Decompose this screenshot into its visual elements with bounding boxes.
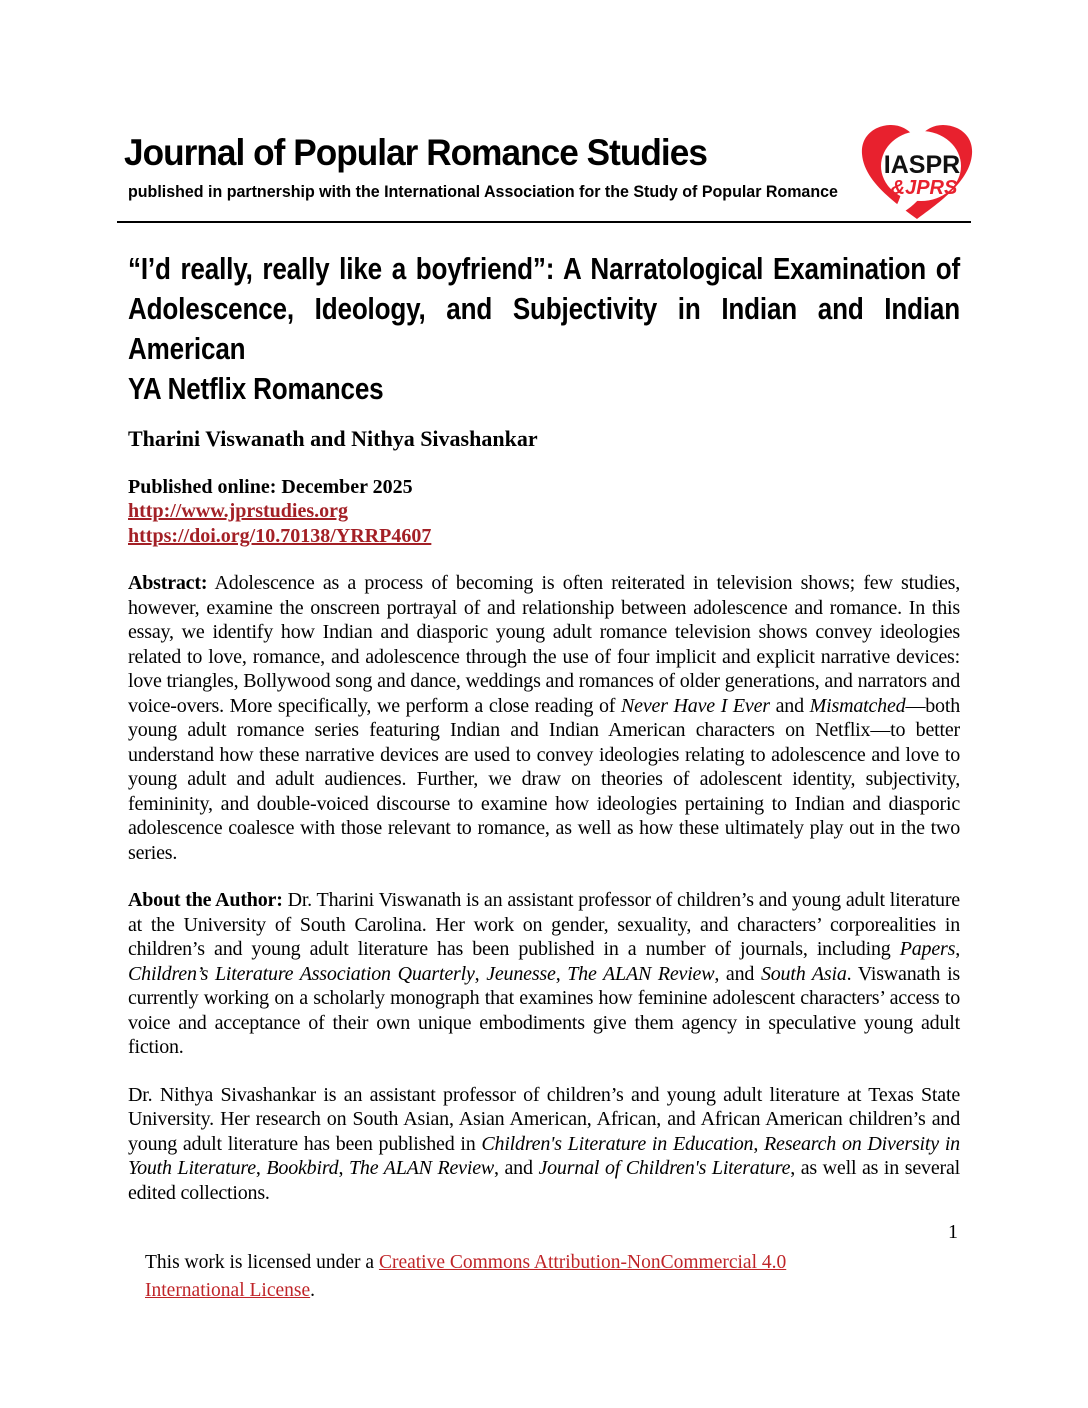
article-title-line-3: YA Netflix Romances [128,371,384,407]
journal-subtitle: published in partnership with the International Association for the Study of Popular Romance [128,183,838,201]
about-author-paragraph-2: Dr. Nithya Sivashankar is an assistant professor of children’s and young adult literature at Texas State University. Her research on South Asian, Asian American, African, and African American children’s and young adult literature has been published in Children's Literature in Education, Research on Diversity in Youth Literature, Bookbird, The ALAN Review, and Journal of Children's Literature, as well as in several edited collections. [128,1083,960,1204]
published-online-date: Published online: December 2025 [128,475,413,498]
journal-url-link[interactable]: http://www.jprstudies.org [128,500,349,523]
logo-acronym-iaspr: IASPR [883,151,961,179]
article-title [128,249,960,410]
article-title-line-2: Adolescence, Ideology, and Subjectivity in Indian and Indian American [128,290,960,367]
author-names: Tharini Viswanath and Nithya Sivashankar [128,425,538,451]
page-content [124,0,961,1205]
article-title-line-1: “I’d really, really like a boyfriend”: A Narratological Examination of [128,250,960,286]
page-number: 1 [948,1221,958,1243]
publication-info [128,475,960,548]
cc-license-link[interactable]: Creative Commons Attribution-NonCommercial 4.0 International License [145,1252,787,1301]
abstract-paragraph: Abstract: Adolescence as a process of becoming is often reiterated in television shows; few studies, however, examine the onscreen portrayal of and relationship between adolescence and romance. In this essay, we identify how Indian and diasporic young adult romance television shows convey ideologies related to love, romance, and adolescence through the use of four implicit and explicit narrative devices: love triangles, Bollywood song and dance, weddings and romances of older generations, and narrators and voice-overs. More specifically, we perform a close reading of Never Have I Ever and Mismatched—both young adult romance series featuring Indian and Indian American characters on Netflix—to better understand how these narrative devices are used to convey ideologies relating to adolescence and love to young adult and adult audiences. Further, we draw on theories of adolescent identity, subjectivity, femininity, and double-voiced discourse to examine how ideologies pertaining to Indian and diasporic adolescence coalesce with those relevant to romance, as well as how these ultimately play out in the two series. [128,572,960,864]
header-divider [117,221,971,223]
license-text: This work is licensed under a Creative Commons Attribution-NonCommercial 4.0 International License. [145,1252,787,1301]
article-links [128,499,960,548]
doi-link[interactable]: https://doi.org/10.70138/YRRP4607 [128,524,432,547]
about-author-paragraph-1: About the Author: Dr. Tharini Viswanath is an assistant professor of children’s and young adult literature at the University of South Carolina. Her work on gender, sexuality, and characters’ corporealities in children’s and young adult literature has been published in a number of journals, including Papers, Children’s Literature Association Quarterly, Jeunesse, The ALAN Review, and South Asia. Viswanath is currently working on a scholarly monograph that examines how feminine adolescent characters’ access to voice and acceptance of their own unique embodiments give them agency in speculative young adult fiction. [128,889,961,1059]
logo-acronym-jprs: &JPRS [890,177,958,199]
journal-title: Journal of Popular Romance Studies [124,132,707,173]
